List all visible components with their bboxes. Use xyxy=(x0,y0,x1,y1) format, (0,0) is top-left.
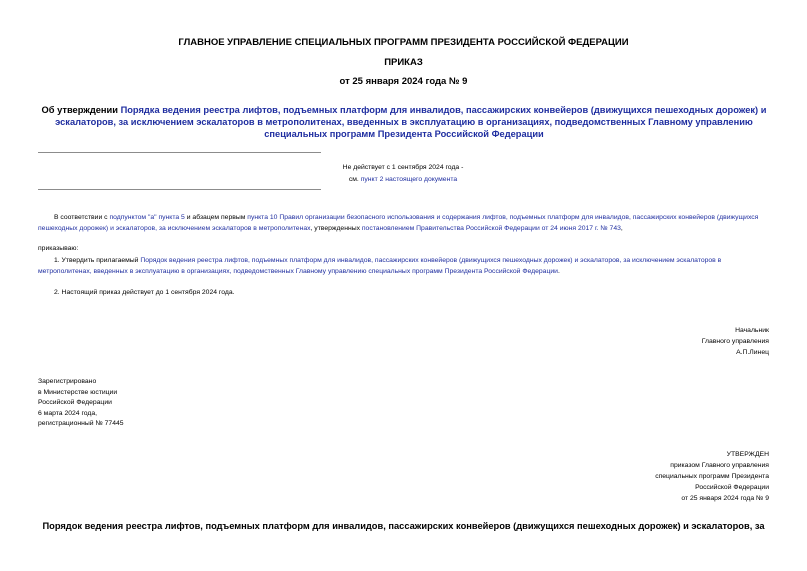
approved-line-2: приказом Главного управления xyxy=(670,462,769,469)
status-note-see: см. xyxy=(348,176,361,183)
orders-label: приказываю: xyxy=(38,245,79,252)
appendix-title: Порядок ведения реестра лифтов, подъемных платформ для инвалидов, пассажирских конвейеров (движущихся пешеходных дорожек) и эскалаторов, за xyxy=(42,521,765,531)
approved-line-4: Российской Федерации xyxy=(695,484,769,491)
signature-line-2: Главного управления xyxy=(701,338,769,345)
approved-line-1: УТВЕРЖДЕН xyxy=(726,451,769,458)
issuing-organization: ГЛАВНОЕ УПРАВЛЕНИЕ СПЕЦИАЛЬНЫХ ПРОГРАММ ПРЕЗИДЕНТА РОССИЙСКОЙ ФЕДЕРАЦИИ xyxy=(178,37,629,48)
status-note-line2 xyxy=(322,174,484,186)
approved-line-5: от 25 января 2024 года № 9 xyxy=(681,495,769,502)
item-1-procedure-link[interactable]: Порядок ведения реестра лифтов, подъемных платформ для инвалидов, пассажирских конвейеров (движущихся пешеходных дорожек) и эскалаторов, за исключением эскалаторов в метрополитенах, введенных в эксплуатацию в организациях, подведомственных Главному управлению специальных программ Президента Российской Федерации xyxy=(38,257,722,275)
approved-line-3: специальных программ Президента xyxy=(655,473,769,480)
approved-block xyxy=(655,449,769,504)
preamble-text-1: В соответствии с xyxy=(54,214,110,221)
registration-line-4: 6 марта 2024 года, xyxy=(38,409,98,417)
preamble-text-2: и абзацем первым xyxy=(184,214,248,221)
document-date-number: от 25 января 2024 года № 9 xyxy=(339,76,468,87)
preamble-text-4: , xyxy=(620,225,623,232)
document-type: ПРИКАЗ xyxy=(384,57,423,68)
preamble-link-decree[interactable]: постановлением Правительства Российской Федерации от 24 июня 2017 г. № 743 xyxy=(361,225,621,232)
registration-block xyxy=(38,377,124,430)
preamble-paragraph xyxy=(38,212,769,234)
item-1-suffix: . xyxy=(557,268,560,275)
status-note-line1: Не действует с 1 сентября 2024 года - xyxy=(342,164,464,171)
item-1-prefix: 1. Утвердить прилагаемый xyxy=(54,257,141,264)
signature-line-1: Начальник xyxy=(735,327,769,334)
preamble-link-rules[interactable]: пункта 10 Правил организации безопасного использования и содержания лифтов, подъемных платформ для инвалидов, пассажирских конвейеров (движущихся пешеходных дорожек) и эскалаторов, за исключением эскалаторов в метрополитенах xyxy=(38,214,759,232)
registration-line-2: в Министерстве юстиции xyxy=(38,388,118,396)
registration-line-5: регистрационный № 77445 xyxy=(38,420,124,427)
divider-bottom xyxy=(38,189,321,190)
title-prefix: Об утверждении xyxy=(41,105,121,115)
registration-line-1: Зарегистрировано xyxy=(38,378,97,385)
status-note xyxy=(322,162,484,186)
document-title xyxy=(30,104,778,140)
preamble-link-subpoint[interactable]: подпунктом "а" пункта 5 xyxy=(109,214,185,221)
status-note-link[interactable]: пункт 2 настоящего документа xyxy=(360,176,458,183)
signature-block xyxy=(702,325,769,358)
signature-line-3: А.П.Линец xyxy=(736,349,769,356)
title-procedure-link[interactable]: Порядка ведения реестра лифтов, подъемных платформ для инвалидов, пассажирских конвейеров (движущихся пешеходных дорожек) и эскалаторов, за исключением эскалаторов в метрополитенах, введенных в эксплуатацию в организациях, подведомственных Главному управлению специальных программ Президента Российской Федерации xyxy=(55,105,767,139)
item-1-paragraph xyxy=(38,255,769,277)
divider-top xyxy=(38,152,321,153)
preamble-text-3: , утвержденных xyxy=(310,225,362,232)
item-2-paragraph: 2. Настоящий приказ действует до 1 сентября 2024 года. xyxy=(54,289,235,296)
registration-line-3: Российской Федерации xyxy=(38,399,112,406)
